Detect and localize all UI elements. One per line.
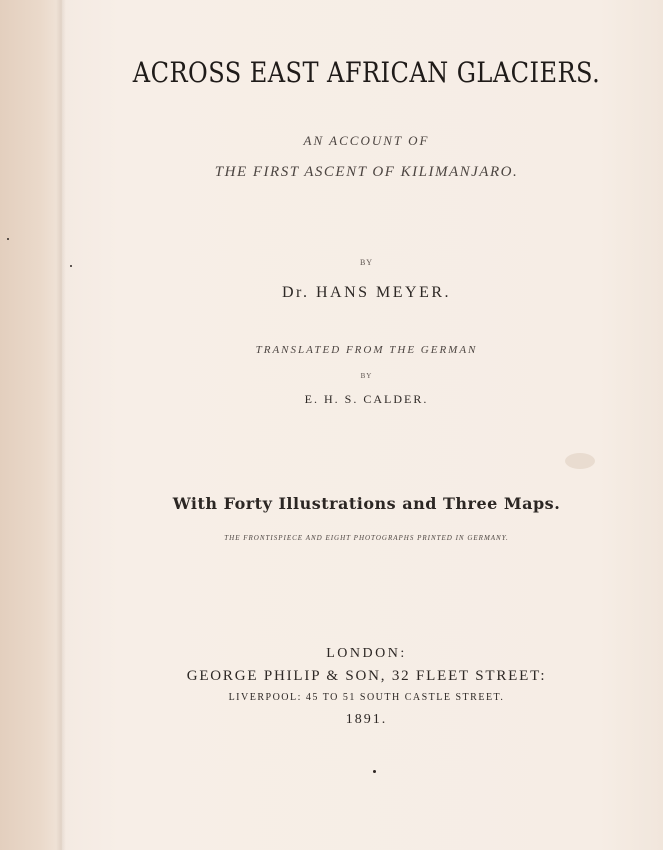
imprint-address: LIVERPOOL: 45 TO 51 SOUTH CASTLE STREET.: [228, 692, 505, 703]
imprint-city: LONDON:: [326, 646, 407, 661]
author-name: Dr. HANS MEYER.: [281, 284, 452, 301]
page-fold-shadow: [56, 0, 66, 850]
by-label-translator: BY: [360, 372, 373, 380]
subtitle-line-1: AN ACCOUNT OF: [303, 133, 430, 148]
translated-from-line: TRANSLATED FROM THE GERMAN: [255, 344, 478, 356]
imprint-year: 1891.: [345, 712, 388, 727]
ink-speck: [7, 238, 9, 240]
ink-speck: [373, 770, 376, 773]
subtitle-line-2: THE FIRST ASCENT OF KILIMANJARO.: [214, 164, 519, 180]
ink-speck: [70, 265, 72, 267]
illustrations-note: With Forty Illustrations and Three Maps.: [172, 494, 561, 513]
by-label-author: BY: [359, 258, 374, 267]
imprint-publisher: GEORGE PHILIP & SON, 32 FLEET STREET:: [186, 668, 547, 684]
translator-name: E. H. S. CALDER.: [304, 392, 429, 406]
page-gutter: [0, 0, 62, 850]
frontispiece-note: THE FRONTISPIECE AND EIGHT PHOTOGRAPHS PRINTED IN GERMANY.: [224, 534, 509, 542]
paper-stain: [565, 453, 595, 469]
book-title: ACROSS EAST AFRICAN GLACIERS.: [132, 56, 601, 89]
